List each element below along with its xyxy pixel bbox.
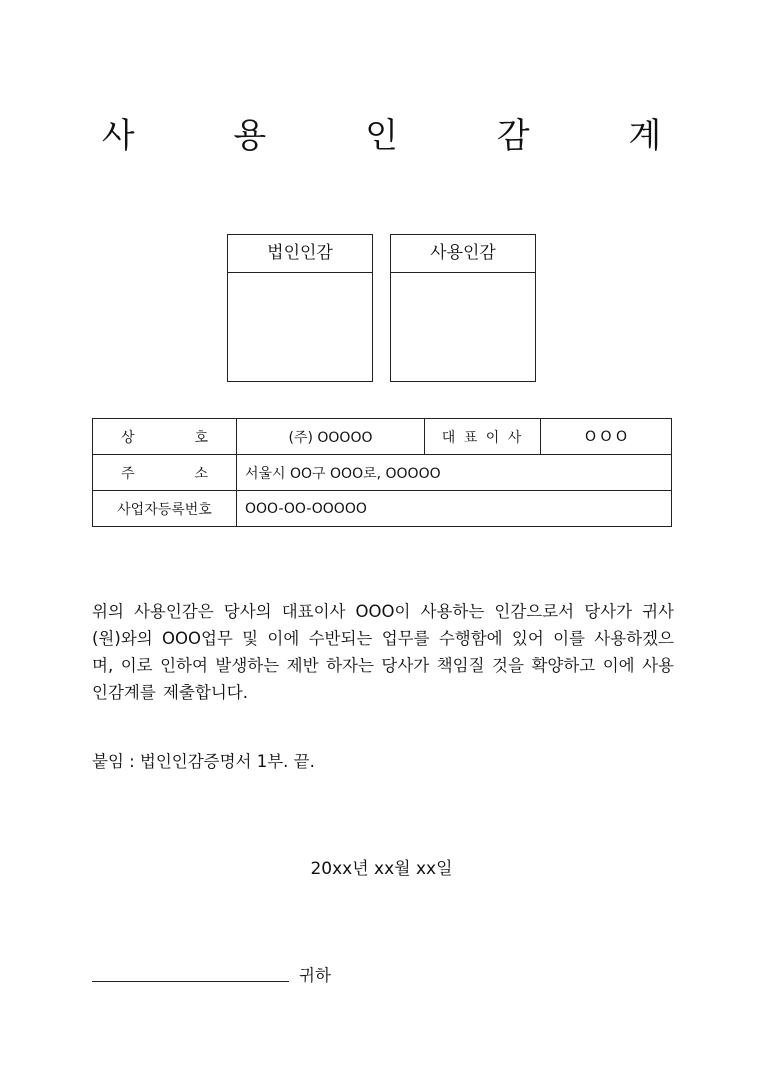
table-row [93, 491, 672, 527]
company-name-value: (주) OOOOO [237, 419, 425, 455]
company-name-label-cell [93, 419, 237, 455]
company-name-label-a: 상 [121, 429, 135, 446]
recipient-blank-line [92, 981, 289, 982]
address-label-a: 주 [121, 465, 135, 482]
attachment-note: 붙임 : 법인인감증명서 1부. 끝. [92, 752, 315, 771]
address-label-b: 소 [194, 465, 208, 482]
business-number-label: 사업자등록번호 [93, 491, 237, 527]
corporate-seal-box [227, 234, 373, 382]
statement-paragraph: 위의 사용인감은 당사의 대표이사 OOO이 사용하는 인감으로서 당사가 귀사(원)와의 OOO업무 및 이에 수반되는 업무를 수행함에 있어 이를 사용하겠으며, 이로 인하여 발생하는 제반 하자는 당사가 책임질 것을 확양하고 이에 사용인감계를 제출합니다. [92, 602, 674, 702]
recipient-suffix: 귀하 [299, 966, 331, 985]
table-row [93, 455, 672, 491]
corporate-seal-label: 법인인감 [228, 235, 372, 273]
table-row [93, 419, 672, 455]
usage-seal-box [390, 234, 536, 382]
document-date: 20xx년 xx월 xx일 [310, 859, 453, 879]
ceo-value: O O O [541, 419, 672, 455]
address-value: 서울시 OO구 OOO로, OOOOO [237, 455, 672, 491]
address-label-cell [93, 455, 237, 491]
usage-seal-label: 사용인감 [391, 235, 535, 273]
company-info-table [92, 418, 672, 527]
company-name-label-b: 호 [194, 429, 208, 446]
ceo-label: 대 표 이 사 [425, 419, 541, 455]
document-title: 사 용 인 감 계 [101, 116, 706, 156]
business-number-value: OOO-OO-OOOOO [237, 491, 672, 527]
